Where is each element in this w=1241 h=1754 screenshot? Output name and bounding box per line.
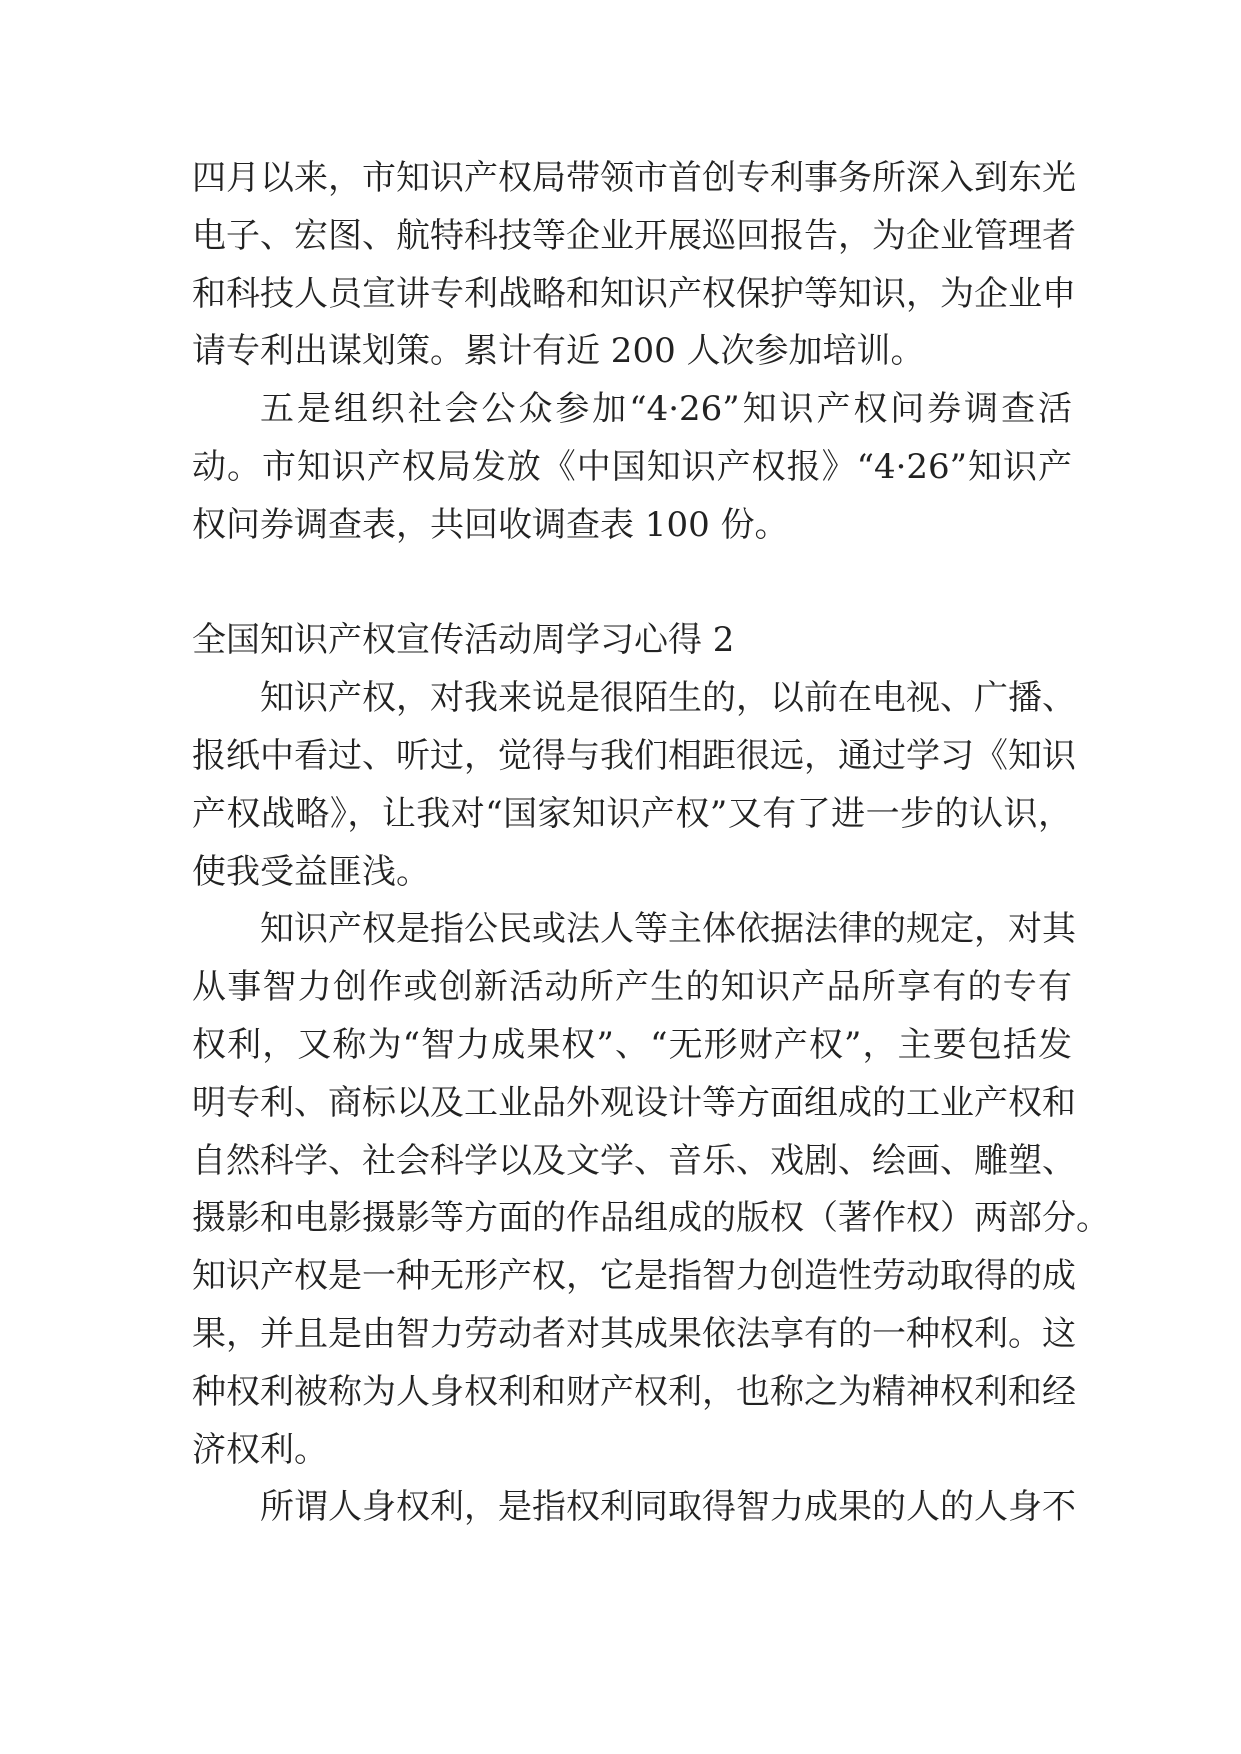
text-line: 明专利、商标以及工业品外观设计等方面组成的工业产权和 <box>192 1082 1076 1123</box>
document-body <box>192 150 1110 1537</box>
paragraph-intro <box>192 670 1076 901</box>
text-line: 种权利被称为人身权利和财产权利，也称之为精神权利和经 <box>192 1371 1076 1412</box>
text-line: 所谓人身权利，是指权利同取得智力成果的人的人身不 <box>260 1487 1076 1528</box>
text-line: 五是组织社会公众参加“4·26”知识产权问券调查活 <box>260 389 1072 430</box>
text-line: 权问券调查表，共回收调查表 100 份。 <box>192 504 789 545</box>
text-line: 摄影和电影摄影等方面的作品组成的版权（著作权）两部分。 <box>192 1198 1110 1239</box>
section-title: 全国知识产权宣传活动周学习心得 2 <box>192 620 735 661</box>
text-line: 济权利。 <box>192 1429 328 1470</box>
paragraph-personal-rights <box>192 1479 1076 1537</box>
text-line: 动。市知识产权局发放《中国知识产权报》“4·26”知识产 <box>192 446 1072 487</box>
text-line: 和科技人员宣讲专利战略和知识产权保护等知识，为企业申 <box>192 273 1076 314</box>
paragraph-definition <box>192 901 1110 1479</box>
paragraph-training-report <box>192 150 1076 381</box>
text-line: 权利，又称为“智力成果权”、“无形财产权”，主要包括发 <box>192 1024 1072 1065</box>
paragraph-survey-activity <box>192 381 1072 554</box>
text-line: 请专利出谋划策。累计有近 200 人次参加培训。 <box>192 331 925 372</box>
text-line: 报纸中看过、听过，觉得与我们相距很远，通过学习《知识 <box>192 735 1076 776</box>
text-line: 知识产权是指公民或法人等主体依据法律的规定，对其 <box>260 909 1076 950</box>
text-line: 知识产权，对我来说是很陌生的，以前在电视、广播、 <box>260 678 1076 719</box>
text-line: 果，并且是由智力劳动者对其成果依法享有的一种权利。这 <box>192 1313 1076 1354</box>
blank-line <box>192 555 1072 613</box>
text-line: 电子、宏图、航特科技等企业开展巡回报告，为企业管理者 <box>192 215 1076 256</box>
text-line: 产权战略》，让我对“国家知识产权”又有了进一步的认识， <box>192 793 1072 834</box>
text-line: 自然科学、社会科学以及文学、音乐、戏剧、绘画、雕塑、 <box>192 1140 1076 1181</box>
text-line: 四月以来，市知识产权局带领市首创专利事务所深入到东光 <box>192 158 1076 198</box>
text-line: 从事智力创作或创新活动所产生的知识产品所享有的专有 <box>192 967 1072 1008</box>
text-line: 使我受益匪浅。 <box>192 851 430 892</box>
text-line: 知识产权是一种无形产权，它是指智力创造性劳动取得的成 <box>192 1256 1076 1297</box>
